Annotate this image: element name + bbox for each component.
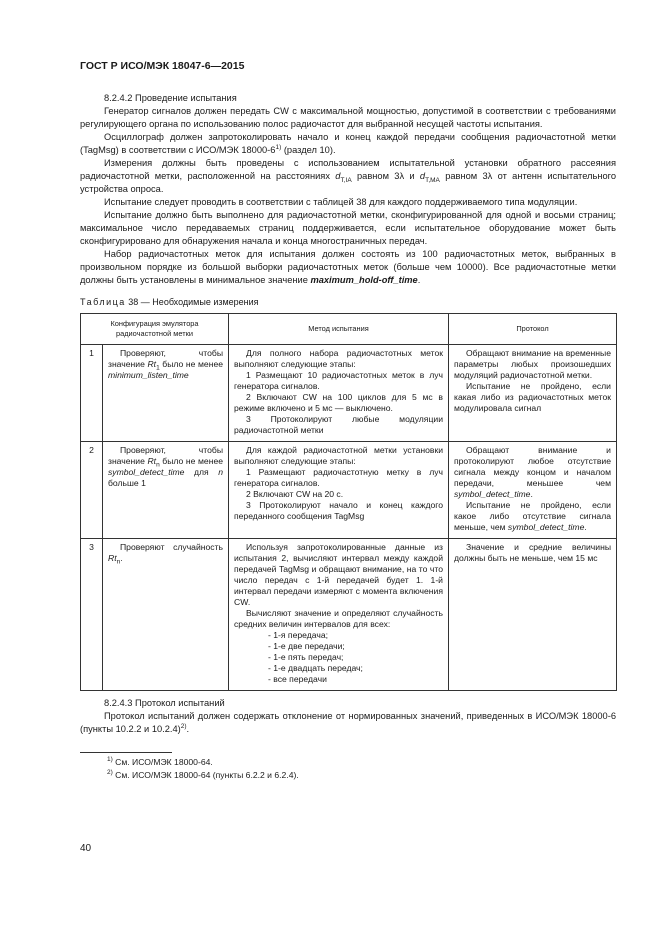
footnote: $^{1)}$ См. ИСО/МЭК 18000-64. (107, 756, 213, 767)
paragraph: Генератор сигналов должен передать CW с максимальной мощностью, допустимой в соответствии с требованиями регулирующего органа по использованию полос радиочастот для выбранной несущей частоты испытания. (80, 106, 616, 129)
method-cell: Используя запротоколированные данные из испытания 2, вычисляют интервал между каждой передачей TagMsg и обращают внимание, на то что число передач с 1-й передачей будет 1. 1-й интервал передачи измеряют с момента включения CW. Вычисляют значение и определяют случайность средних величин интервалов для всех: - 1-я передача; - 1-е две передачи; - 1-е пять передач; - 1-е двадцать передач; - все передачи (229, 539, 449, 691)
footnote-ref: 2) (180, 722, 187, 730)
column-header-protocol: Протокол (449, 314, 617, 345)
config-cell: Проверяют, чтобы значение $Rt_1$ было не менее minimum_listen_time (103, 345, 229, 442)
table-row (81, 345, 617, 442)
page-body (80, 90, 616, 782)
row-number: 2 (81, 442, 103, 539)
table-caption: Таблица 38 — Необходимые измерения (80, 297, 259, 307)
table-header-row (81, 314, 617, 345)
column-header-method: Метод испытания (229, 314, 449, 345)
list-item: - 1-я передача; (268, 630, 328, 640)
document-header: ГОСТ Р ИСО/МЭК 18047-6—2015 (80, 60, 245, 72)
protocol-cell: Обращают внимание на временные параметры любых произошедших модуляций радиочастотной метки. Испытание не пройдено, если какая либо из радиочастотных меток модулировала сигнал (449, 345, 617, 442)
config-cell: Проверяют случайность $Rt_n$. (103, 539, 229, 691)
paragraph: Протокол испытаний должен содержать отклонение от нормированных значений, приведенных в ИСО/МЭК 18000-6 (пункты 10.2.2 и 10.2.4)$^{2)}$. (80, 711, 616, 734)
paragraph: Осциллограф должен запротоколировать начало и конец каждой передачи сообщения радиочастотной метки (TagMsg) в соответствии с ИСО/МЭК 18000-6$^{1)}$ (раздел 10). (80, 132, 616, 155)
column-header-config: Конфигурация эмулятора радиочастотной метки (81, 314, 229, 345)
list-item: - 1-е двадцать передач; (268, 663, 363, 673)
paragraph: Измерения должны быть проведены с использованием испытательной установки обратного рассеяния радиочастотной метки, расположенной на расстояниях $d_{T,IA}$ равном 3λ и $d_{T,MA}$ равном 3λ от антенн испытательного устройства опроса. (80, 158, 616, 194)
section-heading-8242: 8.2.4.2 Проведение испытания (104, 93, 237, 103)
footnote-divider (80, 752, 172, 753)
list-item: - 1-е пять передач; (268, 652, 344, 662)
footnote: $^{2)}$ См. ИСО/МЭК 18000-64 (пункты 6.2.2 и 6.2.4). (107, 769, 299, 780)
paragraph: Испытание следует проводить в соответствии с таблицей 38 для каждого поддерживаемого типа модуляции. (104, 197, 578, 207)
method-cell: Для полного набора радиочастотных меток выполняют следующие этапы: 1 Размещают 10 радиочастотных меток в луч генератора сигналов. 2 Включают CW на 100 циклов для 5 мс в режиме включено и 5 мс — выключено. 3 Протоколируют любые модуляции радиочастотной метки (229, 345, 449, 442)
list-item: - все передачи (268, 674, 327, 684)
row-number: 3 (81, 539, 103, 691)
paragraph: Испытание должно быть выполнено для радиочастотной метки, сконфигурированной для одной и восьми страниц; максимальное число передаваемых страниц поддерживается, если испытательное оборудование может быть сконфигурировано для обнаружения начала и конца многостраничных передач. (80, 210, 616, 246)
config-cell: Проверяют, чтобы значение $Rt_n$ было не менее symbol_detect_time для n больше 1 (103, 442, 229, 539)
section-heading-8243: 8.2.4.3 Протокол испытаний (104, 698, 225, 708)
table-row (81, 539, 617, 691)
row-number: 1 (81, 345, 103, 442)
footnote-ref: 1) (275, 143, 282, 151)
term-maximum-hold-off-time: maximum_hold-off_time (310, 275, 418, 285)
protocol-cell: Значение и средние величины должны быть не меньше, чем 15 мс (449, 539, 617, 691)
method-cell: Для каждой радиочастотной метки установки выполняют следующие этапы: 1 Размещают радиочастотную метку в луч генератора сигналов. 2 Включают CW на 20 с. 3 Протоколируют начало и конец каждого переданного сообщения TagMsg (229, 442, 449, 539)
page-number: 40 (80, 843, 92, 854)
paragraph: Набор радиочастотных меток для испытания должен состоять из 100 радиочастотных меток, выбранных в произвольном порядке из большой выборки радиочастотных меток (больше чем 10000). Все радиочастотные метки должны быть установлены в минимальное значение maximum_hold-off_time. (80, 249, 616, 285)
table-row (81, 442, 617, 539)
list-item: - 1-е две передачи; (268, 641, 345, 651)
protocol-cell: Обращают внимание и протоколируют любое отсутствие сигнала между концом и началом передачи, меньшее чем symbol_detect_time. Испытание не пройдено, если какое либо отсутствие сигнала меньше, чем symbol_detect_time. (449, 442, 617, 539)
measurements-table (80, 313, 617, 691)
